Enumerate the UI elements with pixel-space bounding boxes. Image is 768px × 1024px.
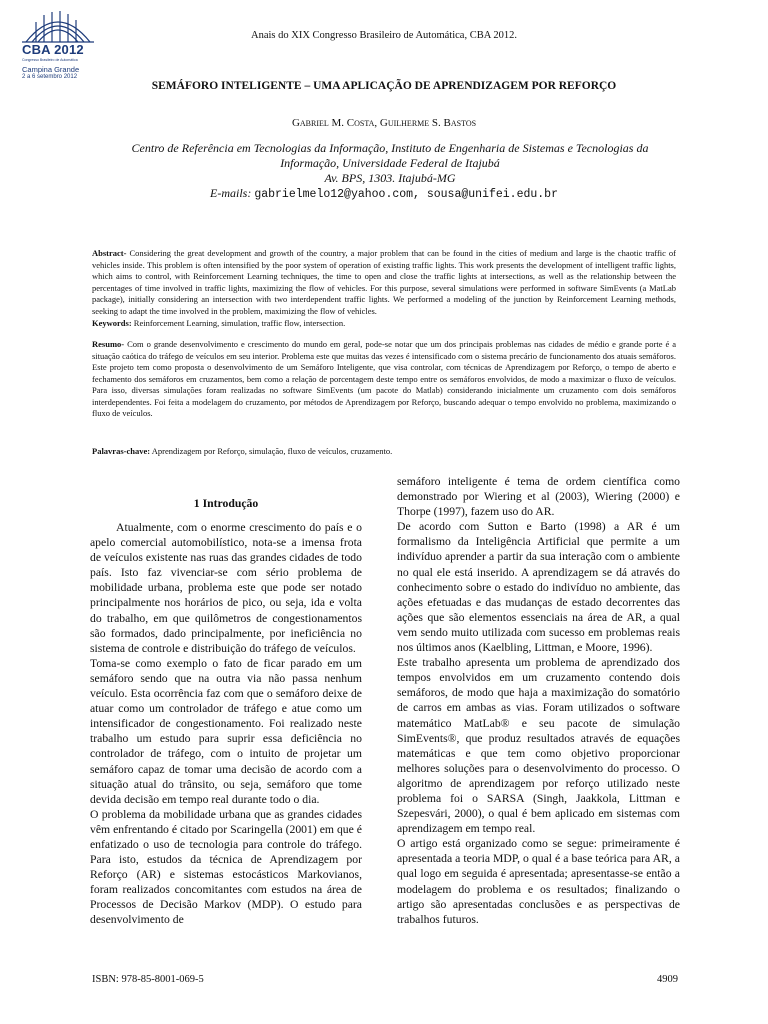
section-heading: 1 Introdução — [193, 497, 259, 510]
paper-title: SEMÁFORO INTELIGENTE – UMA APLICAÇÃO DE APRENDIZAGEM POR REFORÇO — [151, 80, 617, 92]
palavras-chave-label: Palavras-chave: — [92, 446, 151, 456]
logo-city: Campina Grande — [22, 65, 80, 74]
logo-name: CBA 2012 — [22, 42, 84, 57]
emails-label: E-mails: — [210, 186, 252, 200]
keywords-label: Keywords: — [92, 318, 132, 328]
paragraph: semáforo inteligente é tema de ordem científica como demonstrado por Wiering et al (2003), Wiering (2000) e Thorpe (1997), fazem uso do AR. — [397, 475, 680, 519]
paragraph: Toma-se como exemplo o fato de ficar parado em um semáforo sendo que na outra via não passa nenhum veículo. Esta ocorrência faz com que o semáforo deixe de atuar como um controlador de tráfego e atue como um intensificador de congestionamento. Foi realizado neste trabalho um estudo para suprir essa deficiência no controlador de tráfego, com o intuito de projetar um semáforo capaz de tomar uma decisão de acordo com a situação atual do trânsito, ou seja, semáforo que tome devida decisão em tempo real durante todo o dia. — [90, 656, 362, 806]
conference-logo — [18, 6, 98, 90]
paragraph: De acordo com Sutton e Barto (1998) a AR é um formalismo da Inteligência Artificial que permite a um indivíduo aprender a partir da sua interação com o ambiente no qual ele está inserido. A aprendizagem se dá através do conhecimento sobre o estado do indivíduo no ambiente, das ações efetuadas e das mudanças de estado decorrentes das ações que são elementos essenciais na área de AR, a qual vem sendo muito utilizada com sucesso em problemas reais nos últimos anos (Kaelbling, Littman, e Moore, 1996). — [397, 520, 680, 655]
abstract-portuguese — [92, 339, 676, 420]
keywords-portuguese — [92, 446, 676, 458]
abstract-text: Considering the great development and growth of the country, a major problem that can be found in the cities of medium and large is the chaotic traffic of vehicles inside. This problem is often intensified by the poor system of operation of existing traffic lights. This work presents the development of intelligent traffic lights, which aims to control, with Reinforcement Learning techniques, the time to open and close the traffic lights at intersections, as well as the relationship between the percentages of time involved in traffic lights, maximizing the flow of vehicles. For this purpose, several simulations were performed in software SimEvents (a MatLab package), initially considering an intersection with two interdependent traffic lights. We performed a modeling of the junction by Reinforcement Learning methods, seeking to adapt the time involved in the problem, maximizing the flow of vehicles. — [92, 248, 677, 316]
right-column — [397, 474, 680, 927]
keywords-english — [92, 318, 676, 330]
affiliation-line-1: Centro de Referência em Tecnologias da Informação, Instituto de Engenharia de Sistemas e Tecnologias da — [131, 141, 649, 155]
keywords-text: Reinforcement Learning, simulation, traffic flow, intersection. — [133, 318, 346, 328]
footer-isbn: ISBN: 978-85-8001-069-5 — [92, 974, 204, 985]
running-header: Anais do XIX Congresso Brasileiro de Automática, CBA 2012. — [251, 30, 517, 41]
logo-dates: 2 a 6 setembro 2012 — [22, 74, 78, 80]
affiliation-line-2: Informação, Universidade Federal de Itajubá — [280, 156, 500, 170]
palavras-chave-text: Aprendizagem por Reforço, simulação, fluxo de veículos, cruzamento. — [151, 446, 393, 456]
paragraph: O problema da mobilidade urbana que as grandes cidades vêm enfrentando é citado por Scaringella (2001) em que é enfatizado o uso de tecnologia para controle do tráfego. Para isto, estudos da técnica de Aprendizagem por Reforço (AR) e sistemas estocásticos Markovianos, foram realizados concomitantes com estudos na área de Processos de Decisão Markov (MDP). O estudo para desenvolvimento de — [90, 807, 362, 927]
left-column — [90, 520, 362, 928]
email-addresses: gabrielmelo12@yahoo.com, sousa@unifei.edu.br — [254, 188, 558, 201]
logo-subtitle: Congresso Brasileiro de Automática — [22, 58, 78, 62]
page-number: 4909 — [657, 974, 678, 985]
paragraph: O artigo está organizado como se segue: primeiramente é apresentada a teoria MDP, o qual é a base teórica para AR, a qual logo em seguida é apresentada; apresentasse-se então a modelagem do problema e os resultados; finalizando o artigo são apresentadas conclusões e as perspectivas de trabalhos futuros. — [397, 837, 680, 926]
affiliation — [96, 141, 684, 186]
emails — [0, 186, 768, 202]
abstract-english — [92, 248, 676, 317]
affiliation-line-3: Av. BPS, 1303. Itajubá-MG — [324, 171, 456, 185]
paragraph: Atualmente, com o enorme crescimento do país e o apelo comercial automobilístico, nota-se a imensa frota de veículos existente nas ruas das grandes cidades de todo país. Isto faz vivenciar-se com sério problema de mobilidade urbana, problema este que pode ser notado principalmente nos horários de pico, ou seja, ida e volta do trabalho, em que quilômetros de congestionamentos são formados, dado principalmente, por ineficiência no sistema de controle e distribuição do tráfego de veículos. — [90, 521, 362, 655]
resumo-text: Com o grande desenvolvimento e crescimento do mundo em geral, pode-se notar que um dos principais problemas nas cidades de médio e grande porte é a situação caótica do tráfego de veículos em seu interior. Problema este que muitas das vezes é intensificado com o sistema precário de funcionamento dos atuais semáforos. Este projeto tem como proposta o desenvolvimento de um Semáforo Inteligente, que visa controlar, com técnicas de Aprendizagem por Reforço, o tempo de aberto e fechamento dos semáforos em cruzamentos, bem como a relação de porcentagem deste tempo entre os semáforos envolvidos, de modo a maximizar o fluxo de veículos. Para isso, diversas simulações foram realizadas no software SimEvents (um pacote do Matlab) considerando inicialmente um cruzamento com dois semáforos interdependentes. Foi feita a modelagem do cruzamento, por métodos de Aprendizagem por Reforço, buscando adequar o tempo envolvido no problema, maximizando o fluxo de veículos. — [92, 339, 677, 418]
paragraph: Este trabalho apresenta um problema de aprendizado dos tempos envolvidos em um cruzamento contendo dois semáforos, de modo que haja a maximização do somatório de carros em ambas as vias. Foram utilizados o software matemático MatLab® e seu pacote de simulação SimEvents®, que produz resultados através de equações matemáticas e que tem como objetivo proporcionar melhores soluções para o desenvolvimento do processo. O algoritmo de aprendizagem por reforço utilizado neste problema foi o SARSA (Singh, Jaakkola, Littman e Szepesvári, 2000), o qual é bem aplicado em sistemas com aprendizagem em tempo real. — [397, 656, 680, 836]
resumo-label: Resumo- — [92, 339, 125, 349]
authors: Gabriel M. Costa, Guilherme S. Bastos — [291, 117, 477, 129]
abstract-label: Abstract- — [92, 248, 127, 258]
